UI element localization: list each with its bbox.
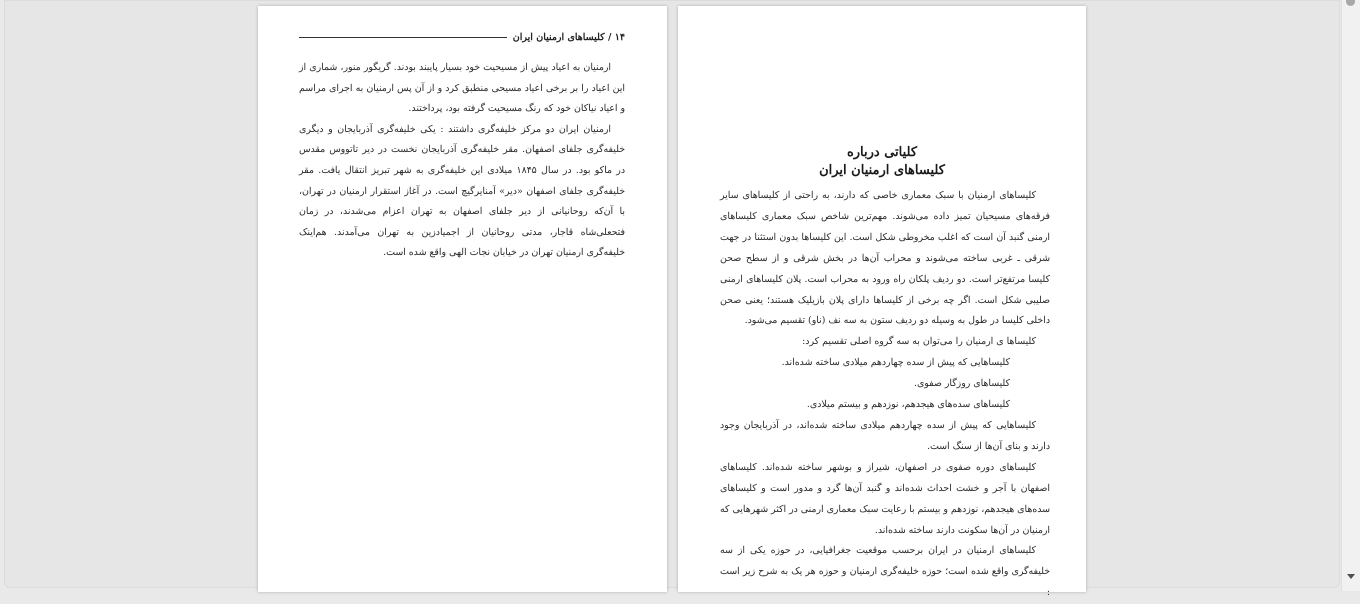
page-14 [258,6,667,592]
vertical-scrollbar[interactable] [1341,0,1360,591]
paragraph: کلیساهای ارمنیان در ایران برحسب موقعیت جغرافیایی، در حوزه یکی از سه خلیفه‌گری واقع شده است؛ حوزه خلیفه‌گری ارمنیان و حوزه هر یک به شرح زیر است : [720,545,1050,599]
page-text [299,58,625,264]
page-text [720,186,1050,604]
scroll-down-arrow-icon[interactable] [1347,574,1355,579]
paragraph: ارمنیان به اعیاد پیش از مسیحیت خود بسیار پایبند بودند. گریگور منور، شماری از این اعیاد را بر برخی اعیاد مسیحی منطبق کرد و از آن پس ارمنیان به اجرای مراسم و اعیاد نیاکان خود که رنگ مسیحیت گرفته بود، پرداختند. [299,62,625,115]
list-item: کلیساهای سده‌های هیجدهم، نوزدهم و بیستم میلادی. [806,399,1010,411]
page-13 [678,6,1086,599]
document-viewer [4,0,1340,599]
chapter-title-line-1: کلیاتی درباره [846,145,918,160]
scrollbar-thumb[interactable] [1346,0,1355,6]
list-item: کلیساهایی که پیش از سده چهاردهم میلادی ساخته شده‌اند. [781,357,1010,369]
paragraph: کلیساها ی ارمنیان را می‌توان به سه گروه اصلی تقسیم کرد: [802,336,1036,348]
paragraph: کلیساهای دوره صفوی در اصفهان، شیراز و بوشهر ساخته شده‌اند. کلیساهای اصفهان با آجر و خشت احداث شده‌اند و گنبد آن‌ها گرد و مدور است و کلیساهای سده‌های هیجدهم، نوزدهم و بیستم با رعایت سبک معماری ارمنی در اکثر شهرهایی که ارمنیان در آن‌ها سکونت دارند ساخته شده‌اند. [720,461,1050,536]
paragraph: ارمنیان ایران دو مرکز خلیفه‌گری داشتند : یکی خلیفه‌گری آذربایجان و دیگری خلیفه‌گری جلفای اصفهان. مقر خلیفه‌گری آذربایجان نخست در دیر تاتووس مقدس در ماکو بود. در سال ۱۸۴۵ میلادی این خلیفه‌گری به شهر تبریز انتقال یافت. مقر خلیفه‌گری جلفای اصفهان «دیر» آمنایرگیچ است. در آغاز استقرار ارمنیان در تهران، با آن‌که روحانیانی از دیر جلفای اصفهان به تهران اعزام می‌شدند، در زمان فتحعلی‌شاه قاجار، مدتی روحانیان از اجمیادزین به تهران می‌آمدند. هم‌اینک خلیفه‌گری ارمنیان تهران در خیابان نجات الهی واقع شده است. [299,123,626,259]
running-head [299,32,625,43]
list-item: کلیساهای روزگار صفوی. [913,378,1010,390]
paragraph: کلیساهای ارمنیان با سبک معماری خاصی که دارند، به راحتی از کلیساهای سایر فرقه‌های مسیحیان تمیز داده می‌شوند. مهم‌ترین شاخص سبک معماری کلیساهای ارمنی گنبد آن است که اغلب مخروطی شکل است. این کلیساها بدون استثنا در جهت شرقی ـ غربی ساخته می‌شوند و محراب آن‌ها در بخش شرقی و از سطح صحن کلیسا مرتفع‌تر است. دو ردیف پلکان راه ورود به محراب است. پلان کلیساهای ارمنی صلیبی شکل است. اگر چه برخی از کلیساها دارای پلان بازیلیک هستند؛ یعنی صحن داخلی کلیسا در طول به وسیله دو ردیف ستون به سه نف (ناو) تقسیم می‌شود. [720,190,1050,327]
chapter-title [678,144,1086,180]
header-rule [299,37,507,38]
chapter-title-line-2: کلیساهای ارمنیان ایران [819,163,945,178]
paragraph: کلیساهایی که پیش از سده چهاردهم میلادی ساخته شده‌اند، در آذربایجان وجود دارند و بنای آن‌ها از سنگ است. [720,419,1050,452]
running-head-text: ۱۴ / کلیساهای ارمنیان ایران [512,32,625,43]
